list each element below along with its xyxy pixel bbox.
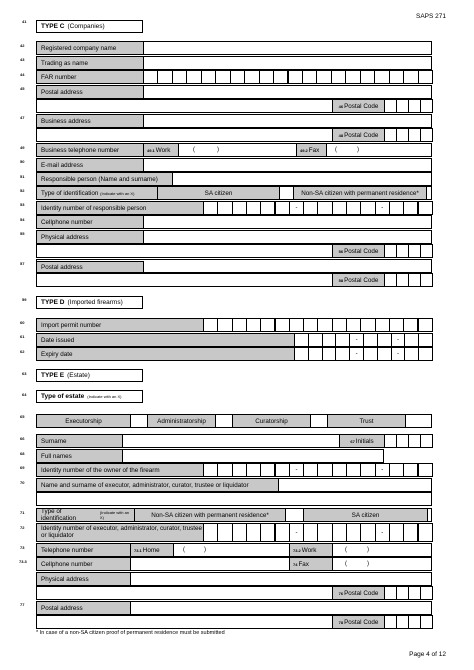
char-cell[interactable] [172,70,187,84]
char-cell[interactable] [420,586,433,600]
char-cell[interactable] [203,318,218,332]
postal-code-3-label: 78 Postal Code [332,615,385,629]
full-names-field[interactable] [122,449,384,463]
char-cell[interactable] [363,347,378,361]
char-cell[interactable] [335,347,350,361]
dash-cell: - [375,523,390,542]
char-cell[interactable] [389,70,404,84]
char-cell[interactable] [232,463,247,477]
char-cell[interactable] [203,201,218,215]
date-issued-label: Date issued [36,333,295,347]
executor-non-sa-checkbox[interactable] [285,508,304,522]
char-cell[interactable] [302,70,317,84]
char-cell[interactable] [186,70,201,84]
char-cell[interactable] [230,70,245,84]
executorship-option[interactable]: Executorship [36,414,131,428]
business-address-field-2[interactable] [36,128,333,142]
char-cell[interactable] [217,318,232,332]
surname-label: Surname [36,434,123,448]
char-cell[interactable] [418,347,433,361]
line-number: 69 [20,465,25,470]
char-cell[interactable] [201,70,216,84]
char-cell[interactable] [403,523,418,542]
page-number: Page 4 of 12 [409,651,446,658]
char-cell[interactable] [246,463,261,477]
executor-non-sa-option[interactable]: Non-SA citizen with permanent residence* [134,508,286,522]
char-cell[interactable] [389,201,404,215]
line-number: 70 [20,480,25,485]
dash-cell: - [391,347,406,361]
import-permit-label: Import permit number [36,318,204,332]
char-cell[interactable] [389,463,404,477]
char-cell[interactable] [275,318,290,332]
surname-field[interactable] [122,434,340,448]
executor-name-field-2[interactable] [36,492,432,506]
char-cell[interactable] [317,318,332,332]
line-number: 52 [20,188,25,193]
line-number: 71 [20,510,25,515]
home-label: 73.1 Home [130,543,174,557]
full-names-label: Full names [36,449,123,463]
char-cell[interactable] [420,128,433,142]
postal-address-2-label: Postal address [36,261,144,273]
char-cell[interactable] [360,318,375,332]
line-number: 77 [20,602,25,607]
trust-checkbox[interactable] [405,414,432,428]
dash-cell: - [349,333,364,347]
sa-citizen-checkbox[interactable] [279,186,294,200]
business-address-label: Business address [36,114,144,128]
line-number: 42 [20,43,25,48]
char-cell[interactable] [332,318,347,332]
registered-company-name-field[interactable] [143,41,432,55]
line-number: 66 [20,436,25,441]
char-cell[interactable] [275,523,290,542]
line-number: 43 [20,57,25,62]
section-title-type-d [36,296,143,309]
dash-cell: - [375,201,390,215]
char-cell[interactable] [363,333,378,347]
fax-label-2: 74 Fax [289,557,333,571]
char-cell[interactable] [403,201,418,215]
char-cell[interactable] [260,463,275,477]
far-number-label: FAR number [36,70,144,84]
physical-postal-code-2-label: 76 Postal Code [332,586,385,600]
char-cell[interactable] [332,463,347,477]
form-code: SAPS 271 [416,13,446,20]
char-cell[interactable] [360,523,375,542]
char-cell[interactable] [203,523,218,542]
char-cell[interactable] [246,523,261,542]
char-cell[interactable] [346,201,361,215]
type-of-estate-bold: Type of estate [41,393,85,400]
business-address-field-1[interactable] [143,114,432,128]
type-of-estate-title [36,390,143,403]
char-cell[interactable] [217,201,232,215]
cellphone-label: Cellphone number [36,215,144,229]
owner-id-label: Identity number of the owner of the firearm [36,463,204,477]
section-title-type-c [36,20,143,33]
char-cell[interactable] [404,333,419,347]
char-cell[interactable] [294,347,309,361]
char-cell[interactable] [322,333,337,347]
char-cell[interactable] [260,201,275,215]
char-cell[interactable] [157,70,172,84]
postal-address-label: Postal address [36,85,144,99]
executor-id-number-label: Identity number of executor, administrator, curator, trustee or liquidator [36,523,204,542]
dash-cell: - [289,463,304,477]
char-cell[interactable] [275,463,290,477]
char-cell[interactable] [420,273,433,287]
char-cell[interactable] [317,463,332,477]
char-cell[interactable] [232,318,247,332]
footnote: * In case of a non-SA citizen proof of permanent residence must be submitted [36,630,225,636]
char-cell[interactable] [346,463,361,477]
trading-as-name-field[interactable] [143,56,432,70]
char-cell[interactable] [418,523,433,542]
char-cell[interactable] [246,318,261,332]
line-number: 53 [20,202,25,207]
char-cell[interactable] [260,523,275,542]
char-cell[interactable] [360,201,375,215]
char-cell[interactable] [335,333,350,347]
char-cell[interactable] [259,70,274,84]
work-label: 49.1 Work [143,143,179,157]
registered-company-name-label: Registered company name [36,41,144,55]
char-cell[interactable] [377,333,392,347]
char-cell[interactable] [418,463,433,477]
char-cell[interactable] [317,523,332,542]
section-title-text: (Estate) [67,372,90,379]
char-cell[interactable] [418,201,433,215]
char-cell[interactable] [303,318,318,332]
char-cell[interactable] [377,347,392,361]
line-number: 62 [20,349,25,354]
responsible-person-field[interactable] [172,172,432,186]
line-number: 73 [20,545,25,550]
char-cell[interactable] [217,523,232,542]
char-cell[interactable] [346,318,361,332]
administratorship-option[interactable]: Administratorship [147,414,216,428]
line-number: 68 [20,451,25,456]
line-number: 54 [20,217,25,222]
char-cell[interactable] [420,99,433,113]
work-phone-field[interactable]: ( ) [178,143,297,157]
char-cell[interactable] [332,523,347,542]
executorship-checkbox[interactable] [130,414,148,428]
expiry-date-label: Expiry date [36,347,295,361]
char-cell[interactable] [317,201,332,215]
executor-sa-citizen-option[interactable]: SA citizen [303,508,428,522]
work-phone-field-2[interactable]: ( ) [332,543,432,557]
char-cell[interactable] [360,463,375,477]
char-cell[interactable] [420,244,433,258]
char-cell[interactable] [260,318,275,332]
postal-address-field-1[interactable] [143,85,432,99]
section-title-text: (Imported firearms) [67,299,123,306]
char-cell[interactable] [345,70,360,84]
char-cell[interactable] [308,333,323,347]
curatorship-option[interactable]: Curatorship [232,414,311,428]
administratorship-checkbox[interactable] [215,414,233,428]
char-cell[interactable] [332,201,347,215]
char-cell[interactable] [420,434,433,448]
char-cell[interactable] [420,615,433,629]
section-title-bold: TYPE C [41,23,65,30]
telephone-label: Telephone number [36,543,131,557]
section-title-bold: TYPE D [41,299,65,306]
section-title-text: (Companies) [67,23,105,30]
dash-cell: - [349,347,364,361]
type-of-estate-hint: (Indicate with an X) [87,394,122,399]
char-cell[interactable] [217,463,232,477]
section-title-type-e [36,369,143,382]
line-number: 44 [20,72,25,77]
physical-address-field-2[interactable] [36,244,333,258]
id-type-label: Type of identification (Indicate with an X) [36,186,158,200]
char-cell[interactable] [322,347,337,361]
line-number: 64 [22,392,27,397]
curatorship-checkbox[interactable] [310,414,328,428]
char-cell[interactable] [316,70,331,84]
char-cell[interactable] [308,347,323,361]
char-cell[interactable] [232,201,247,215]
physical-postal-code-label: 56 Postal Code [332,244,385,258]
physical-address-label-2: Physical address [36,572,131,586]
char-cell[interactable] [232,523,247,542]
line-number: 57 [20,261,25,266]
initials-label: 67 Initials [339,434,385,448]
responsible-person-label: Responsible person (Name and surname) [36,172,173,186]
line-number: 51 [20,174,25,179]
trust-option[interactable]: Trust [327,414,406,428]
dash-cell: - [375,463,390,477]
physical-address-2-field-1[interactable] [130,572,432,586]
fax-field-2[interactable]: ( ) [332,557,432,571]
postal-address-field-2[interactable] [36,99,333,113]
char-cell[interactable] [346,523,361,542]
char-cell[interactable] [360,70,375,84]
physical-address-field-1[interactable] [143,230,432,244]
postal-code-label: 46 Postal Code [332,99,385,113]
executor-id-type-label: Type of identification (Indicate with an X) [36,508,135,522]
char-cell[interactable] [215,70,230,84]
work-label-2: 73.2 Work [289,543,333,557]
executor-name-field-1[interactable] [278,478,432,492]
email-field[interactable] [143,158,432,172]
fax-field[interactable]: ( ) [326,143,432,157]
dash-cell: - [289,523,304,542]
section-title-bold: TYPE E [41,372,65,379]
char-cell[interactable] [303,201,318,215]
char-cell[interactable] [389,318,404,332]
line-number: 73.3 [19,559,27,564]
line-number: 59 [22,297,27,302]
char-cell[interactable] [275,201,290,215]
line-number: 65 [20,414,25,419]
non-sa-checkbox[interactable] [426,186,432,200]
char-cell[interactable] [289,318,304,332]
char-cell[interactable] [143,70,158,84]
line-number: 45 [20,86,25,91]
line-number: 55 [20,231,25,236]
line-number: 47 [20,115,25,120]
char-cell[interactable] [244,70,259,84]
postal-address-2-field-2[interactable] [36,273,333,287]
dash-cell: - [391,333,406,347]
email-label: E-mail address [36,158,144,172]
char-cell[interactable] [375,318,390,332]
char-cell[interactable] [288,70,303,84]
char-cell[interactable] [403,70,418,84]
line-number: 72 [20,525,25,530]
cellphone-label-2: Cellphone number [36,557,131,571]
char-cell[interactable] [418,70,433,84]
trading-as-name-label: Trading as name [36,56,144,70]
line-number: 49 [20,145,25,150]
non-sa-citizen-option[interactable]: Non-SA citizen with permanent residence* [293,186,427,200]
postal-code-2-label: 58 Postal Code [332,273,385,287]
char-cell[interactable] [294,333,309,347]
line-number: 61 [20,334,25,339]
executor-sa-checkbox[interactable] [427,508,432,522]
char-cell[interactable] [273,70,288,84]
executor-name-label: Name and surname of executor, administrator, curator, trustee or liquidator [36,478,279,492]
line-number: 63 [22,371,27,376]
cellphone-field-2[interactable] [130,557,290,571]
id-number-label: Identity number of responsible person [36,201,204,215]
line-number: 41 [22,19,27,24]
char-cell[interactable] [331,70,346,84]
char-cell[interactable] [418,333,433,347]
char-cell[interactable] [403,463,418,477]
char-cell[interactable] [389,523,404,542]
cellphone-field[interactable] [143,215,432,229]
home-phone-field[interactable]: ( ) [173,543,290,557]
char-cell[interactable] [374,70,389,84]
dash-cell: - [289,201,304,215]
line-number: 50 [20,159,25,164]
postal-address-label-3: Postal address [36,601,131,615]
physical-address-label: Physical address [36,230,144,244]
postal-address-3-field-2[interactable] [36,615,333,629]
char-cell[interactable] [303,523,318,542]
char-cell[interactable] [303,463,318,477]
char-cell[interactable] [246,201,261,215]
fax-label: 49.2 Fax [296,143,327,157]
line-number: 60 [20,320,25,325]
business-postal-code-label: 48 Postal Code [332,128,385,142]
sa-citizen-option[interactable]: SA citizen [157,186,280,200]
physical-address-2-field-2[interactable] [36,586,333,600]
char-cell[interactable] [418,318,433,332]
char-cell[interactable] [404,347,419,361]
char-cell[interactable] [203,463,218,477]
business-telephone-label: Business telephone number [36,143,144,157]
char-cell[interactable] [403,318,418,332]
